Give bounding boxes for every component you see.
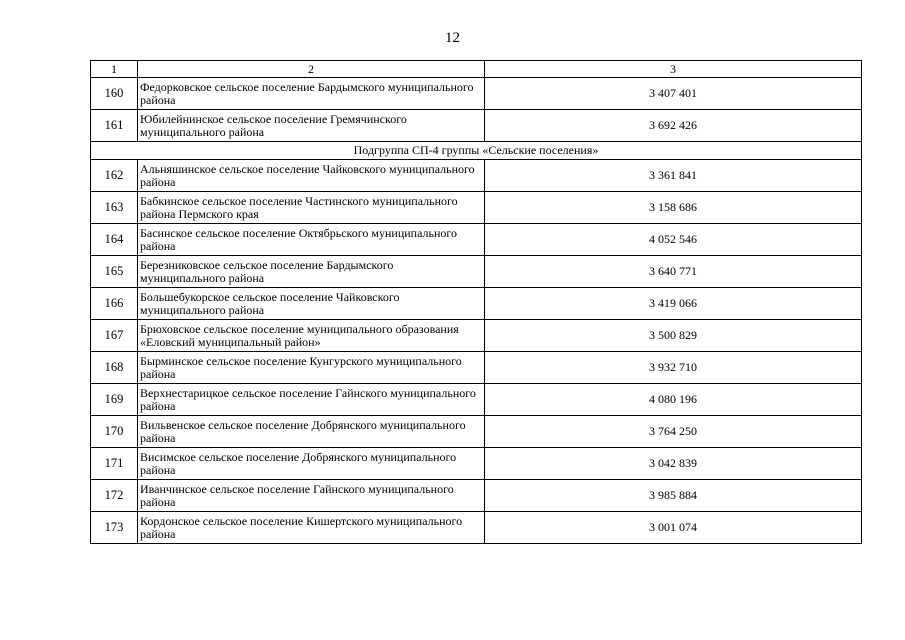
row-number: 170 (91, 416, 138, 448)
amount-value: 3 932 710 (485, 352, 862, 384)
settlement-name: Большебукорское сельское поселение Чайковского муниципального района (138, 288, 485, 320)
amount-value: 3 042 839 (485, 448, 862, 480)
settlement-name: Иванчинское сельское поселение Гайнского муниципального района (138, 480, 485, 512)
row-number: 168 (91, 352, 138, 384)
row-number: 164 (91, 224, 138, 256)
settlement-name: Бырминское сельское поселение Кунгурского муниципального района (138, 352, 485, 384)
amount-value: 4 080 196 (485, 384, 862, 416)
table-header-row (91, 61, 862, 78)
settlement-name: Березниковское сельское поселение Бардымского муниципального района (138, 256, 485, 288)
settlement-name: Альняшинское сельское поселение Чайковского муниципального района (138, 160, 485, 192)
amount-value: 3 407 401 (485, 78, 862, 110)
amount-value: 3 158 686 (485, 192, 862, 224)
settlements-table (90, 60, 862, 544)
subgroup-row (91, 142, 862, 160)
table-row (91, 78, 862, 110)
amount-value: 3 985 884 (485, 480, 862, 512)
row-number: 171 (91, 448, 138, 480)
table-row (91, 480, 862, 512)
amount-value: 4 052 546 (485, 224, 862, 256)
settlement-name: Верхнестарицкое сельское поселение Гайнского муниципального района (138, 384, 485, 416)
table-row (91, 384, 862, 416)
table-row (91, 352, 862, 384)
table-row (91, 288, 862, 320)
row-number: 173 (91, 512, 138, 544)
header-cell-2: 2 (138, 61, 485, 78)
row-number: 166 (91, 288, 138, 320)
amount-value: 3 500 829 (485, 320, 862, 352)
settlement-name: Басинское сельское поселение Октябрьского муниципального района (138, 224, 485, 256)
header-cell-1: 1 (91, 61, 138, 78)
settlement-name: Висимское сельское поселение Добрянского муниципального района (138, 448, 485, 480)
table-row (91, 512, 862, 544)
row-number: 163 (91, 192, 138, 224)
row-number: 172 (91, 480, 138, 512)
amount-value: 3 419 066 (485, 288, 862, 320)
table-row (91, 448, 862, 480)
subgroup-title: Подгруппа СП-4 группы «Сельские поселения» (91, 142, 862, 160)
settlement-name: Бабкинское сельское поселение Частинского муниципального района Пермского края (138, 192, 485, 224)
table-row (91, 416, 862, 448)
amount-value: 3 764 250 (485, 416, 862, 448)
table-row (91, 256, 862, 288)
row-number: 160 (91, 78, 138, 110)
amount-value: 3 640 771 (485, 256, 862, 288)
row-number: 161 (91, 110, 138, 142)
settlement-name: Кордонское сельское поселение Кишертского муниципального района (138, 512, 485, 544)
settlement-name: Юбилейнинское сельское поселение Гремячинского муниципального района (138, 110, 485, 142)
table-row (91, 192, 862, 224)
row-number: 169 (91, 384, 138, 416)
table-row (91, 110, 862, 142)
settlement-name: Федорковское сельское поселение Бардымского муниципального района (138, 78, 485, 110)
amount-value: 3 001 074 (485, 512, 862, 544)
table-row (91, 320, 862, 352)
amount-value: 3 692 426 (485, 110, 862, 142)
settlement-name: Брюховское сельское поселение муниципального образования «Еловский муниципальный район» (138, 320, 485, 352)
row-number: 162 (91, 160, 138, 192)
row-number: 167 (91, 320, 138, 352)
table-row (91, 224, 862, 256)
table-row (91, 160, 862, 192)
settlement-name: Вильвенское сельское поселение Добрянского муниципального района (138, 416, 485, 448)
header-cell-3: 3 (485, 61, 862, 78)
row-number: 165 (91, 256, 138, 288)
page-number: 12 (445, 30, 460, 46)
amount-value: 3 361 841 (485, 160, 862, 192)
